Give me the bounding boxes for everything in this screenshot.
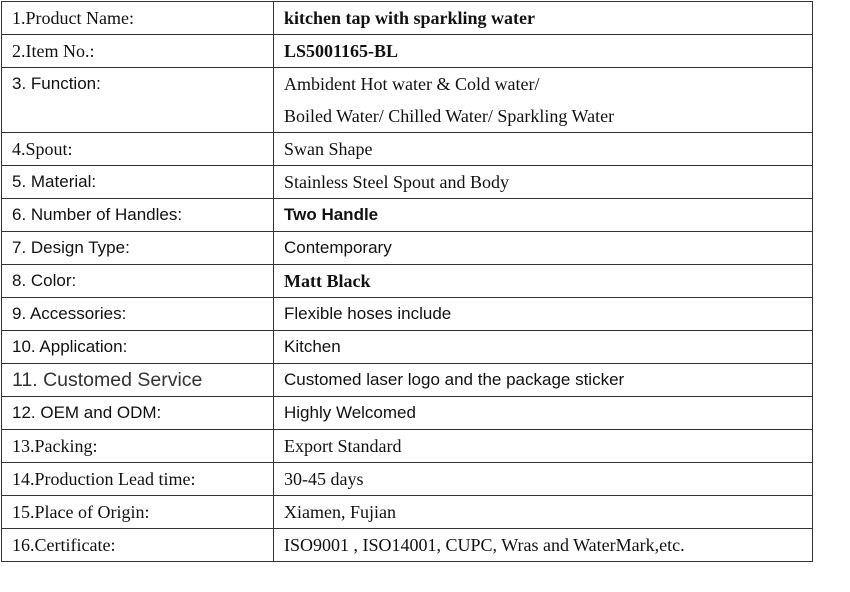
table-row: [2, 430, 813, 463]
spec-value: Matt Black: [274, 265, 813, 298]
spec-value: kitchen tap with sparkling water: [274, 2, 813, 35]
table-row: [2, 331, 813, 364]
table-row: [2, 166, 813, 199]
spec-label: 12. OEM and ODM:: [2, 397, 274, 430]
spec-label: 15.Place of Origin:: [2, 496, 274, 529]
spec-value: LS5001165-BL: [274, 35, 813, 68]
table-row: [2, 496, 813, 529]
spec-value-line: Boiled Water/ Chilled Water/ Sparkling Water: [284, 106, 615, 126]
spec-label: 6. Number of Handles:: [2, 199, 274, 232]
spec-value: Contemporary: [274, 232, 813, 265]
spec-value: [274, 68, 813, 133]
spec-value: 30-45 days: [274, 463, 813, 496]
table-row: [2, 68, 813, 133]
spec-label: 9. Accessories:: [2, 298, 274, 331]
table-row: [2, 199, 813, 232]
spec-value: Highly Welcomed: [274, 397, 813, 430]
table-row: [2, 298, 813, 331]
table-row: [2, 364, 813, 397]
spec-value: Stainless Steel Spout and Body: [274, 166, 813, 199]
table-row: [2, 529, 813, 562]
spec-label: 5. Material:: [2, 166, 274, 199]
spec-label: 4.Spout:: [2, 133, 274, 166]
spec-value: Two Handle: [274, 199, 813, 232]
product-spec-table: [1, 1, 813, 562]
spec-label: 2.Item No.:: [2, 35, 274, 68]
spec-label: 8. Color:: [2, 265, 274, 298]
table-row: [2, 463, 813, 496]
spec-value: Kitchen: [274, 331, 813, 364]
spec-value: Xiamen, Fujian: [274, 496, 813, 529]
spec-label: 16.Certificate:: [2, 529, 274, 562]
table-row: [2, 2, 813, 35]
spec-label: 13.Packing:: [2, 430, 274, 463]
spec-label: 11. Customed Service: [2, 364, 274, 397]
table-row: [2, 133, 813, 166]
spec-label: 7. Design Type:: [2, 232, 274, 265]
spec-value: Swan Shape: [274, 133, 813, 166]
table-row: [2, 35, 813, 68]
spec-label: 3. Function:: [2, 68, 274, 133]
spec-label: 14.Production Lead time:: [2, 463, 274, 496]
spec-value: Flexible hoses include: [274, 298, 813, 331]
spec-label: 1.Product Name:: [2, 2, 274, 35]
table-row: [2, 232, 813, 265]
spec-value: Export Standard: [274, 430, 813, 463]
spec-value-line: Ambident Hot water & Cold water/: [284, 74, 540, 94]
spec-value: Customed laser logo and the package sticker: [274, 364, 813, 397]
spec-value: ISO9001 , ISO14001, CUPC, Wras and WaterMark,etc.: [274, 529, 813, 562]
spec-label: 10. Application:: [2, 331, 274, 364]
table-row: [2, 397, 813, 430]
table-row: [2, 265, 813, 298]
